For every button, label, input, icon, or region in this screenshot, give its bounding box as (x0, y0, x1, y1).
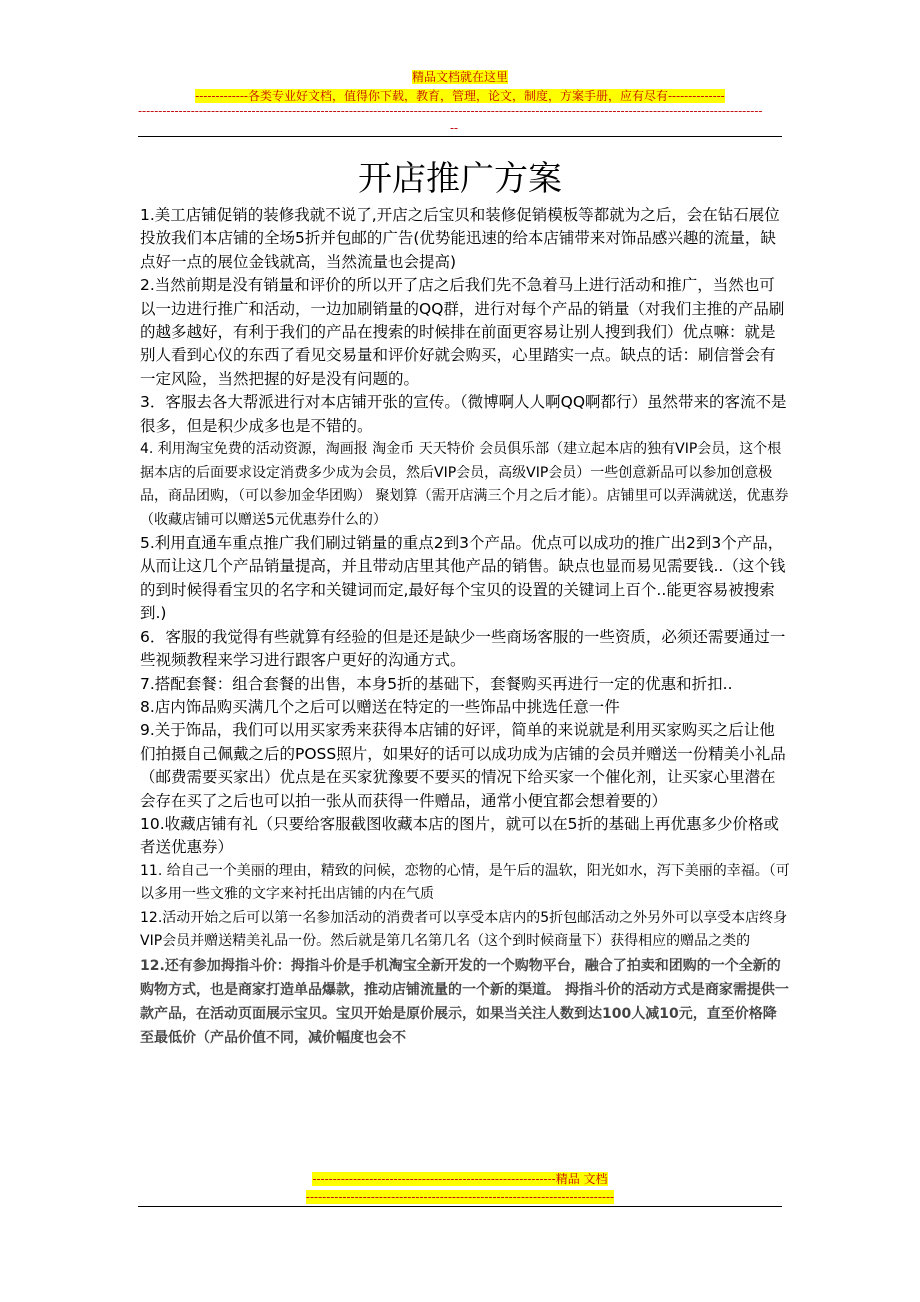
header-dash-end: -- (450, 121, 459, 135)
page-title: 开店推广方案 (358, 159, 562, 199)
footer-dash-text: ---------------------------------------------------------------------------- (305, 1190, 615, 1204)
header-banner-text: 精品文档就在这里 (411, 70, 508, 84)
paragraph: 8.店内饰品购买满几个之后可以赠送在特定的一些饰品中挑选任意一件 (140, 697, 620, 716)
header-banner-top (0, 66, 920, 85)
header-banner-subtitle (0, 85, 920, 104)
footer-rule (138, 1206, 782, 1207)
paragraph: 4. 利用淘宝免费的活动资源，淘画报 淘金币 天天特价 会员俱乐部（建立起本店的独有VIP会员，这个根据本店的后面要求设定消费多少成为会员，然后VIP会员，高级VIP会员）一些创意新品可以参加创意极品，商品团购，（可以参加金华团购） 聚划算（需开店满三个月之后才能）。店铺里可以弄满就送，优惠券（收藏店铺可以赠送5元优惠券什么的） (140, 441, 789, 528)
paragraph: 2.当然前期是没有销量和评价的所以开了店之后我们先不急着马上进行活动和推广，当然也可以一边进行推广和活动，一边加刷销量的QQ群，进行对每个产品的销量（对我们主推的产品刷的越多越好，有利于我们的产品在搜索的时候排在前面更容易让别人搜到我们）优点嘛：就是别人看到心仪的东西了看见交易量和评价好就会购买，心里踏实一点。缺点的话：刷信誉会有一定风险，当然把握的好是没有问题的。 (140, 276, 785, 388)
paragraph: 1.美工店铺促销的装修我就不说了,开店之后宝贝和装修促销模板等都就为之后，会在钻石展位投放我们本店铺的全场5折并包邮的广告(优势能迅速的给本店铺带来对饰品感兴趣的流量，缺点好一点的展位金钱就高，当然流量也会提高) (140, 206, 780, 271)
paragraph: 3．客服去各大帮派进行对本店铺开张的宣传。（微博啊人人啊QQ啊都行）虽然带来的客流不是很多，但是积少成多也是不错的。 (140, 393, 787, 435)
header-rule (138, 136, 782, 137)
paragraph: 5.利用直通车重点推广我们刷过销量的重点2到3个产品。优点可以成功的推广出2到3个产品，从而让这几个产品销量提高，并且带动店里其他产品的销售。缺点也显而易见需要钱..（这个钱的到时候得看宝贝的名字和关键词而定,最好每个宝贝的设置的关键词上百个..能更容易被搜索到.) (140, 534, 786, 623)
paragraph: 10.收藏店铺有礼（只要给客服截图收藏本店的图片，就可以在5折的基础上再优惠多少价格或者送优惠券） (140, 814, 780, 857)
header-dash-line: ---------------------------------------------------------------------------------------------------------------------------------------------------------- (138, 104, 763, 118)
paragraph: 7.搭配套餐：组合套餐的出售，本身5折的基础下，套餐购买再进行一定的优惠和折扣.. (140, 674, 733, 693)
footer-dash (0, 1186, 920, 1205)
paragraph: 11. 给自己一个美丽的理由，精致的问候，恋物的心情，是午后的温软，阳光如水，泻下美丽的幸福。（可以多用一些文雅的文字来衬托出店铺的内在气质 (140, 862, 790, 903)
footer-banner-text: ------------------------------------------------------------精品 文档 (312, 1172, 608, 1186)
header-subtitle-text: -------------各类专业好文档，值得你下载，教育，管理，论文，制度，方案手册，应有尽有-------------- (195, 89, 725, 103)
paragraph: 6．客服的我觉得有些就算有经验的但是还是缺少一些商场客服的一些资质，必须还需要通过一些视频教程来学习进行跟客户更好的沟通方式。 (140, 627, 786, 670)
paragraph: 12.还有参加拇指斗价：拇指斗价是手机淘宝全新开发的一个购物平台，融合了拍卖和团购的一个全新的购物方式，也是商家打造单品爆款，推动店铺流量的一个新的渠道。 拇指斗价的活动方式是商家需提供一款产品，在活动页面展示宝贝。宝贝开始是原价展示，如果当关注人数到达100人减10元，直至价格降至最低价（产品价值不同，减价幅度也会不 (140, 957, 789, 1046)
footer-banner (0, 1168, 920, 1187)
paragraph: 9.关于饰品，我们可以用买家秀来获得本店铺的好评，简单的来说就是利用买家购买之后让他们拍摄自己佩戴之后的POSS照片，如果好的话可以成功成为店铺的会员并赠送一份精美小礼品（邮费需要买家出）优点是在买家犹豫要不要买的情况下给买家一个催化剂，让买家心里潜在会存在买了之后也可以拍一张从而获得一件赠品，通常小便宜都会想着要的） (140, 721, 786, 810)
document-body (140, 204, 790, 1050)
paragraph: 12.活动开始之后可以第一名参加活动的消费者可以享受本店内的5折包邮活动之外另外可以享受本店终身VIP会员并赠送精美礼品一份。然后就是第几名第几名（这个到时候商量下）获得相应的赠品之类的 (140, 909, 788, 950)
